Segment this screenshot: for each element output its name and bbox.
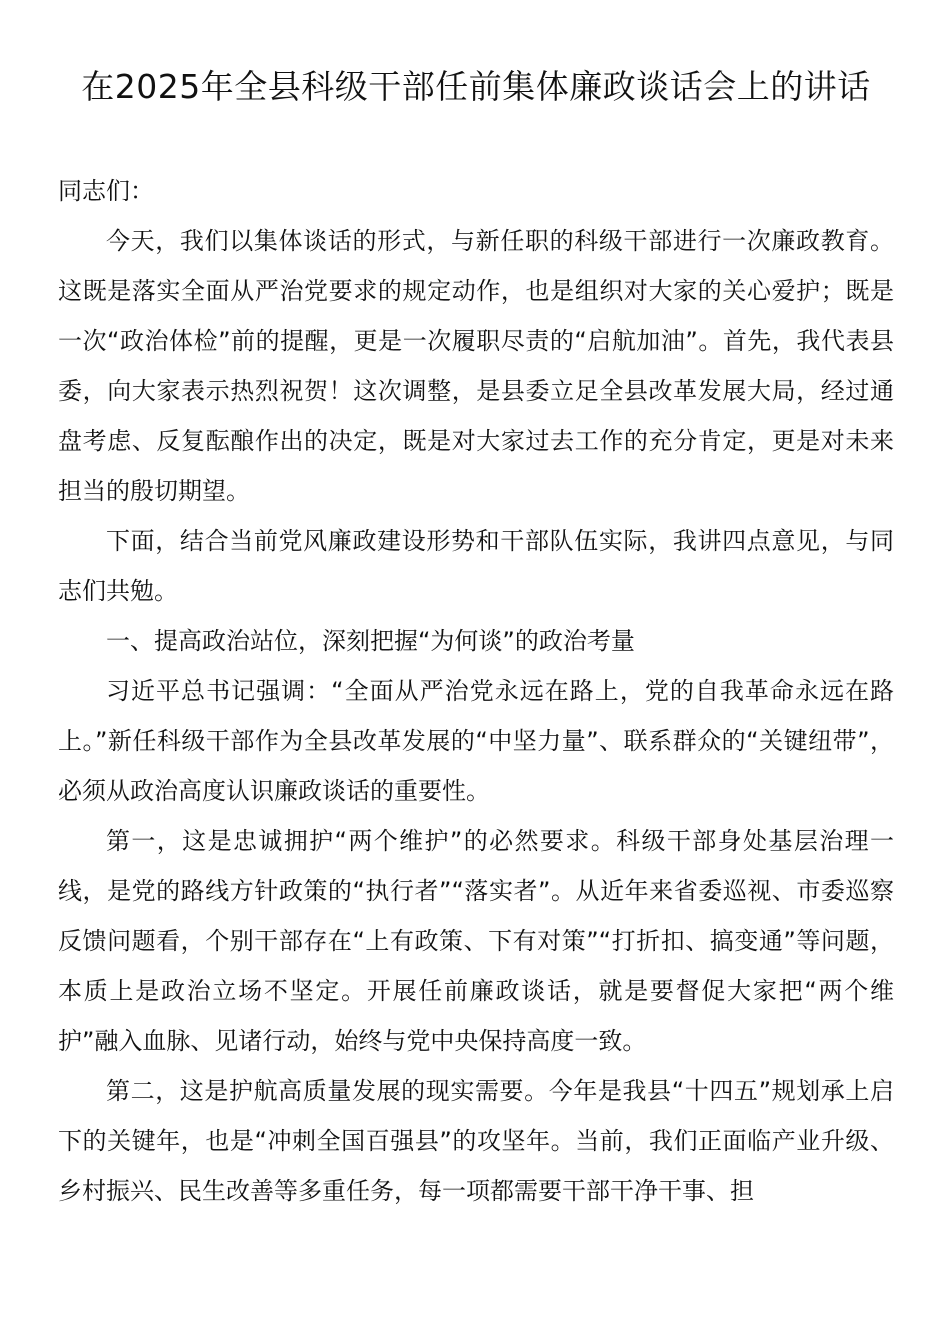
paragraph-point-1: 第一，这是忠诚拥护“两个维护”的必然要求。科级干部身处基层治理一线，是党的路线方针政策的“执行者”“落实者”。从近年来省委巡视、市委巡察反馈问题看，个别干部存在“上有政策、下有对策”“打折扣、搞变通”等问题，本质上是政治立场不坚定。开展任前廉政谈话，就是要督促大家把“两个维护”融入血脉、见诸行动，始终与党中央保持高度一致。 (58, 827, 894, 1055)
document-page (58, 62, 894, 1216)
document-title: 在2025年全县科级干部任前集体廉政谈话会上的讲话 (81, 67, 871, 106)
paragraph-outline: 下面，结合当前党风廉政建设形势和干部队伍实际，我讲四点意见，与同志们共勉。 (58, 527, 894, 605)
paragraph-point-2: 第二，这是护航高质量发展的现实需要。今年是我县“十四五”规划承上启下的关键年，也是“冲刺全国百强县”的攻坚年。当前，我们正面临产业升级、乡村振兴、民生改善等多重任务，每一项都需要干部干净干事、担 (58, 1077, 894, 1205)
section-heading-1: 一、提高政治站位，深刻把握“为何谈”的政治考量 (106, 627, 635, 655)
salutation: 同志们： (58, 177, 154, 205)
paragraph-opening: 今天，我们以集体谈话的形式，与新任职的科级干部进行一次廉政教育。这既是落实全面从严治党要求的规定动作，也是组织对大家的关心爱护；既是一次“政治体检”前的提醒，更是一次履职尽责的“启航加油”。首先，我代表县委，向大家表示热烈祝贺！这次调整，是县委立足全县改革发展大局，经过通盘考虑、反复酝酿作出的决定，既是对大家过去工作的充分肯定，更是对未来担当的殷切期望。 (58, 227, 894, 505)
document-body (58, 166, 894, 1216)
paragraph-quote: 习近平总书记强调：“全面从严治党永远在路上，党的自我革命永远在路上。”新任科级干部作为全县改革发展的“中坚力量”、联系群众的“关键纽带”，必须从政治高度认识廉政谈话的重要性。 (58, 677, 894, 805)
